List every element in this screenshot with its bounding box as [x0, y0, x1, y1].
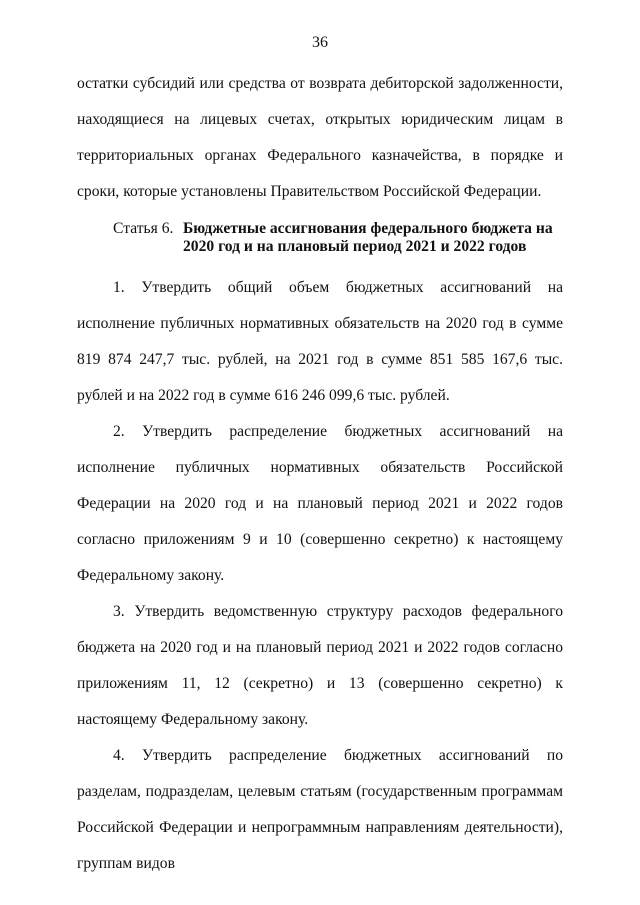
paragraph-3: 3. Утвердить ведомственную структуру расходов федерального бюджета на 2020 год и на плановый период 2021 и 2022 годов согласно приложениям 11, 12 (секретно) и 13 (совершенно секретно) к настоящему Федеральному закону. [77, 603, 563, 728]
paragraph-continuation: остатки субсидий или средства от возврата дебиторской задолженности, находящиеся на лицевых счетах, открытых юридическим лицам в территориальных органах Федерального казначейства, в порядке и сроки, которые установлены Правительством Российской Федерации. [77, 75, 563, 200]
article-number: Статья 6. [113, 220, 174, 237]
paragraph-2: 2. Утвердить распределение бюджетных ассигнований на исполнение публичных нормативных обязательств Российской Федерации на 2020 год и на плановый период 2021 и 2022 годов согласно приложениям 9 и 10 (совершенно секретно) к настоящему Федеральному закону. [77, 423, 563, 584]
article-title: Бюджетные ассигнования федерального бюджета на 2020 год и на плановый период 2021 и 2022 годов [183, 220, 553, 255]
paragraph-4: 4. Утвердить распределение бюджетных ассигнований по разделам, подразделам, целевым статьям (государственным программам Российской Федерации и непрограммным направлениям деятельности), группам видов [77, 747, 563, 872]
document-body [77, 66, 563, 882]
paragraph-1: 1. Утвердить общий объем бюджетных ассигнований на исполнение публичных нормативных обязательств на 2020 год в сумме 819 874 247,7 тыс. рублей, на 2021 год в сумме 851 585 167,6 тыс. рублей и на 2022 год в сумме 616 246 099,6 тыс. рублей. [77, 279, 563, 404]
article-heading [77, 210, 563, 270]
page-number: 36 [312, 34, 328, 51]
